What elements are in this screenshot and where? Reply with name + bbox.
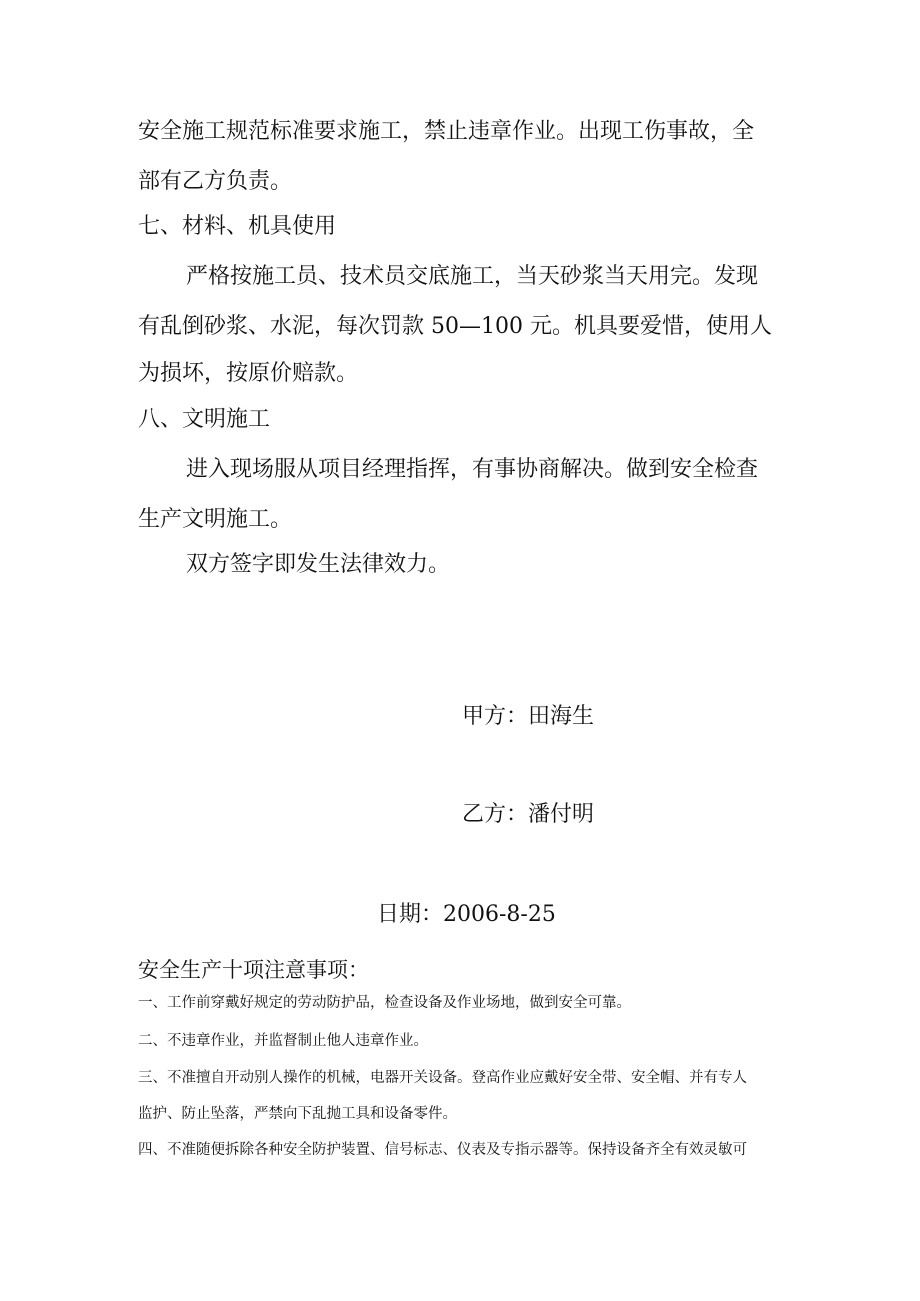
party-b-signature: 乙方：潘付明 bbox=[462, 802, 595, 827]
signing-date: 日期：2006-8-25 bbox=[377, 902, 556, 927]
safety-item-2: 二、不违章作业，并监督制止他人违章作业。 bbox=[138, 1033, 428, 1049]
body-line-6: 为损坏，按原价赔款。 bbox=[138, 361, 359, 386]
body-line-9: 生产文明施工。 bbox=[138, 507, 293, 532]
safety-item-4: 四、不准随便拆除各种安全防护装置、信号标志、仪表及专指示器等。保持设备齐全有效灵敏可 bbox=[138, 1142, 747, 1158]
party-a-signature: 甲方：田海生 bbox=[462, 704, 595, 729]
safety-item-3: 三、不准擅自开动别人操作的机械，电器开关设备。登高作业应戴好安全带、安全帽、并有专人 bbox=[138, 1070, 747, 1086]
section-heading-civilized: 八、文明施工 bbox=[138, 407, 271, 432]
body-line-8: 进入现场服从项目经理指挥，有事协商解决。做到安全检查 bbox=[186, 457, 759, 482]
section-heading-materials: 七、材料、机具使用 bbox=[138, 214, 337, 239]
body-line-1: 安全施工规范标准要求施工，禁止违章作业。出现工伤事故，全 bbox=[138, 119, 755, 144]
safety-item-1: 一、工作前穿戴好规定的劳动防护品，检查设备及作业场地，做到安全可靠。 bbox=[138, 995, 631, 1011]
body-line-4: 严格按施工员、技术员交底施工，当天砂浆当天用完。发现 bbox=[186, 264, 759, 289]
body-line-10: 双方签字即发生法律效力。 bbox=[186, 552, 451, 577]
safety-item-3-cont: 监护、防止坠落，严禁向下乱抛工具和设备零件。 bbox=[138, 1106, 457, 1122]
body-line-5: 有乱倒砂浆、水泥，每次罚款 50—100 元。机具要爱惜，使用人 bbox=[138, 314, 772, 339]
safety-title: 安全生产十项注意事项： bbox=[138, 958, 369, 982]
body-line-2: 部有乙方负责。 bbox=[138, 169, 293, 194]
